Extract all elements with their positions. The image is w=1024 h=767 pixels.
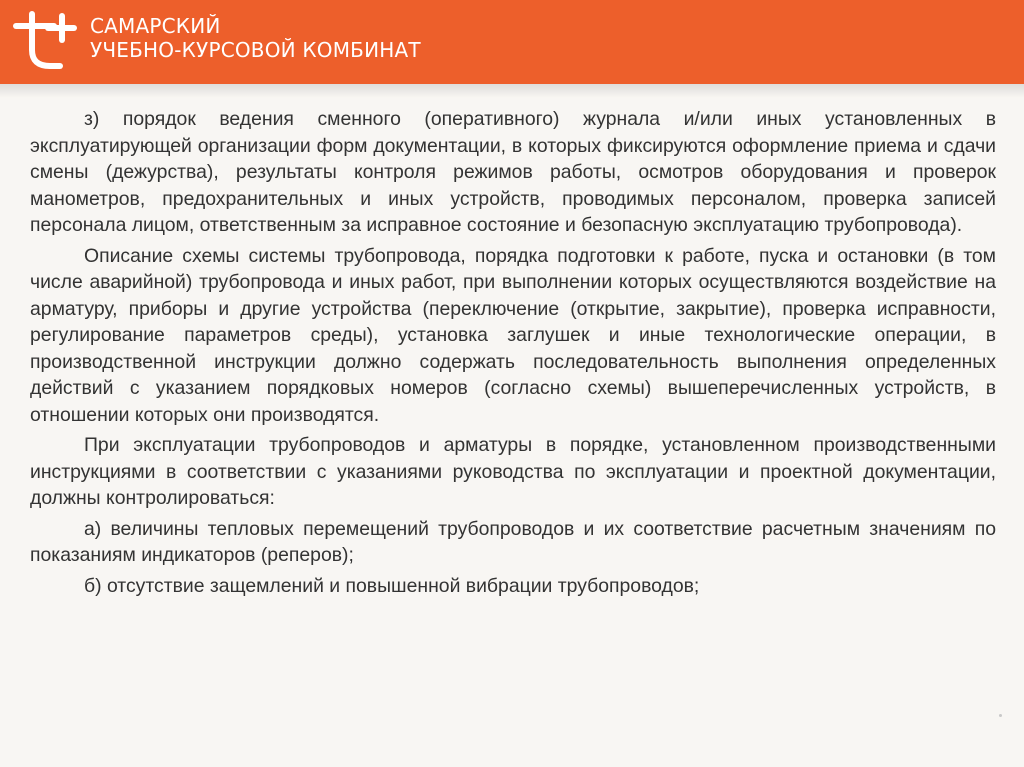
paragraph-z: з) порядок ведения сменного (оперативного) журнала и/или иных установленных в эксплуатирующей организации форм документации, в которых фиксируются оформление приема и сдачи смены (дежурства), результаты контроля режимов работы, осмотров оборудования и проверок манометров, предохранительных и иных устройств, проводимых персоналом, проверка записей персонала лицом, ответственным за исправное состояние и безопасную эксплуатацию трубопровода). [30, 108, 996, 236]
samara-tt-logo-icon [10, 6, 82, 78]
paragraph-operation: При эксплуатации трубопроводов и арматуры в порядке, установленном производственными инструкциями в соответствии с указаниями руководства по эксплуатации и проектной документации, должны контролироваться: [30, 434, 996, 509]
brand-line-2: УЧЕБНО-КУРСОВОЙ КОМБИНАТ [90, 38, 421, 62]
header-bar [0, 0, 1024, 84]
paragraph-description: Описание схемы системы трубопровода, порядка подготовки к работе, пуска и остановки (в том числе аварийной) трубопровода и иных работ, при выполнении которых осуществляются воздействие на арматуру, приборы и другие устройства (переключение (открытие, закрытие), проверка исправности, регулирование параметров среды), установка заглушек и иные технологические операции, в производственной инструкции должно содержать последовательность выполнения определенных действий с указанием порядковых номеров (согласно схемы) вышеперечисленных устройств, в отношении которых они производятся. [30, 244, 996, 426]
paragraph-b: б) отсутствие защемлений и повышенной вибрации трубопроводов; [84, 574, 700, 597]
document-body [30, 106, 996, 603]
brand-line-1: САМАРСКИЙ [90, 14, 221, 38]
corner-dot [999, 714, 1002, 717]
brand-name [90, 14, 421, 62]
paragraph-a: а) величины тепловых перемещений трубопроводов и их соответствие расчетным значениям по показаниям индикаторов (реперов); [30, 517, 996, 566]
header-shadow [0, 84, 1024, 98]
